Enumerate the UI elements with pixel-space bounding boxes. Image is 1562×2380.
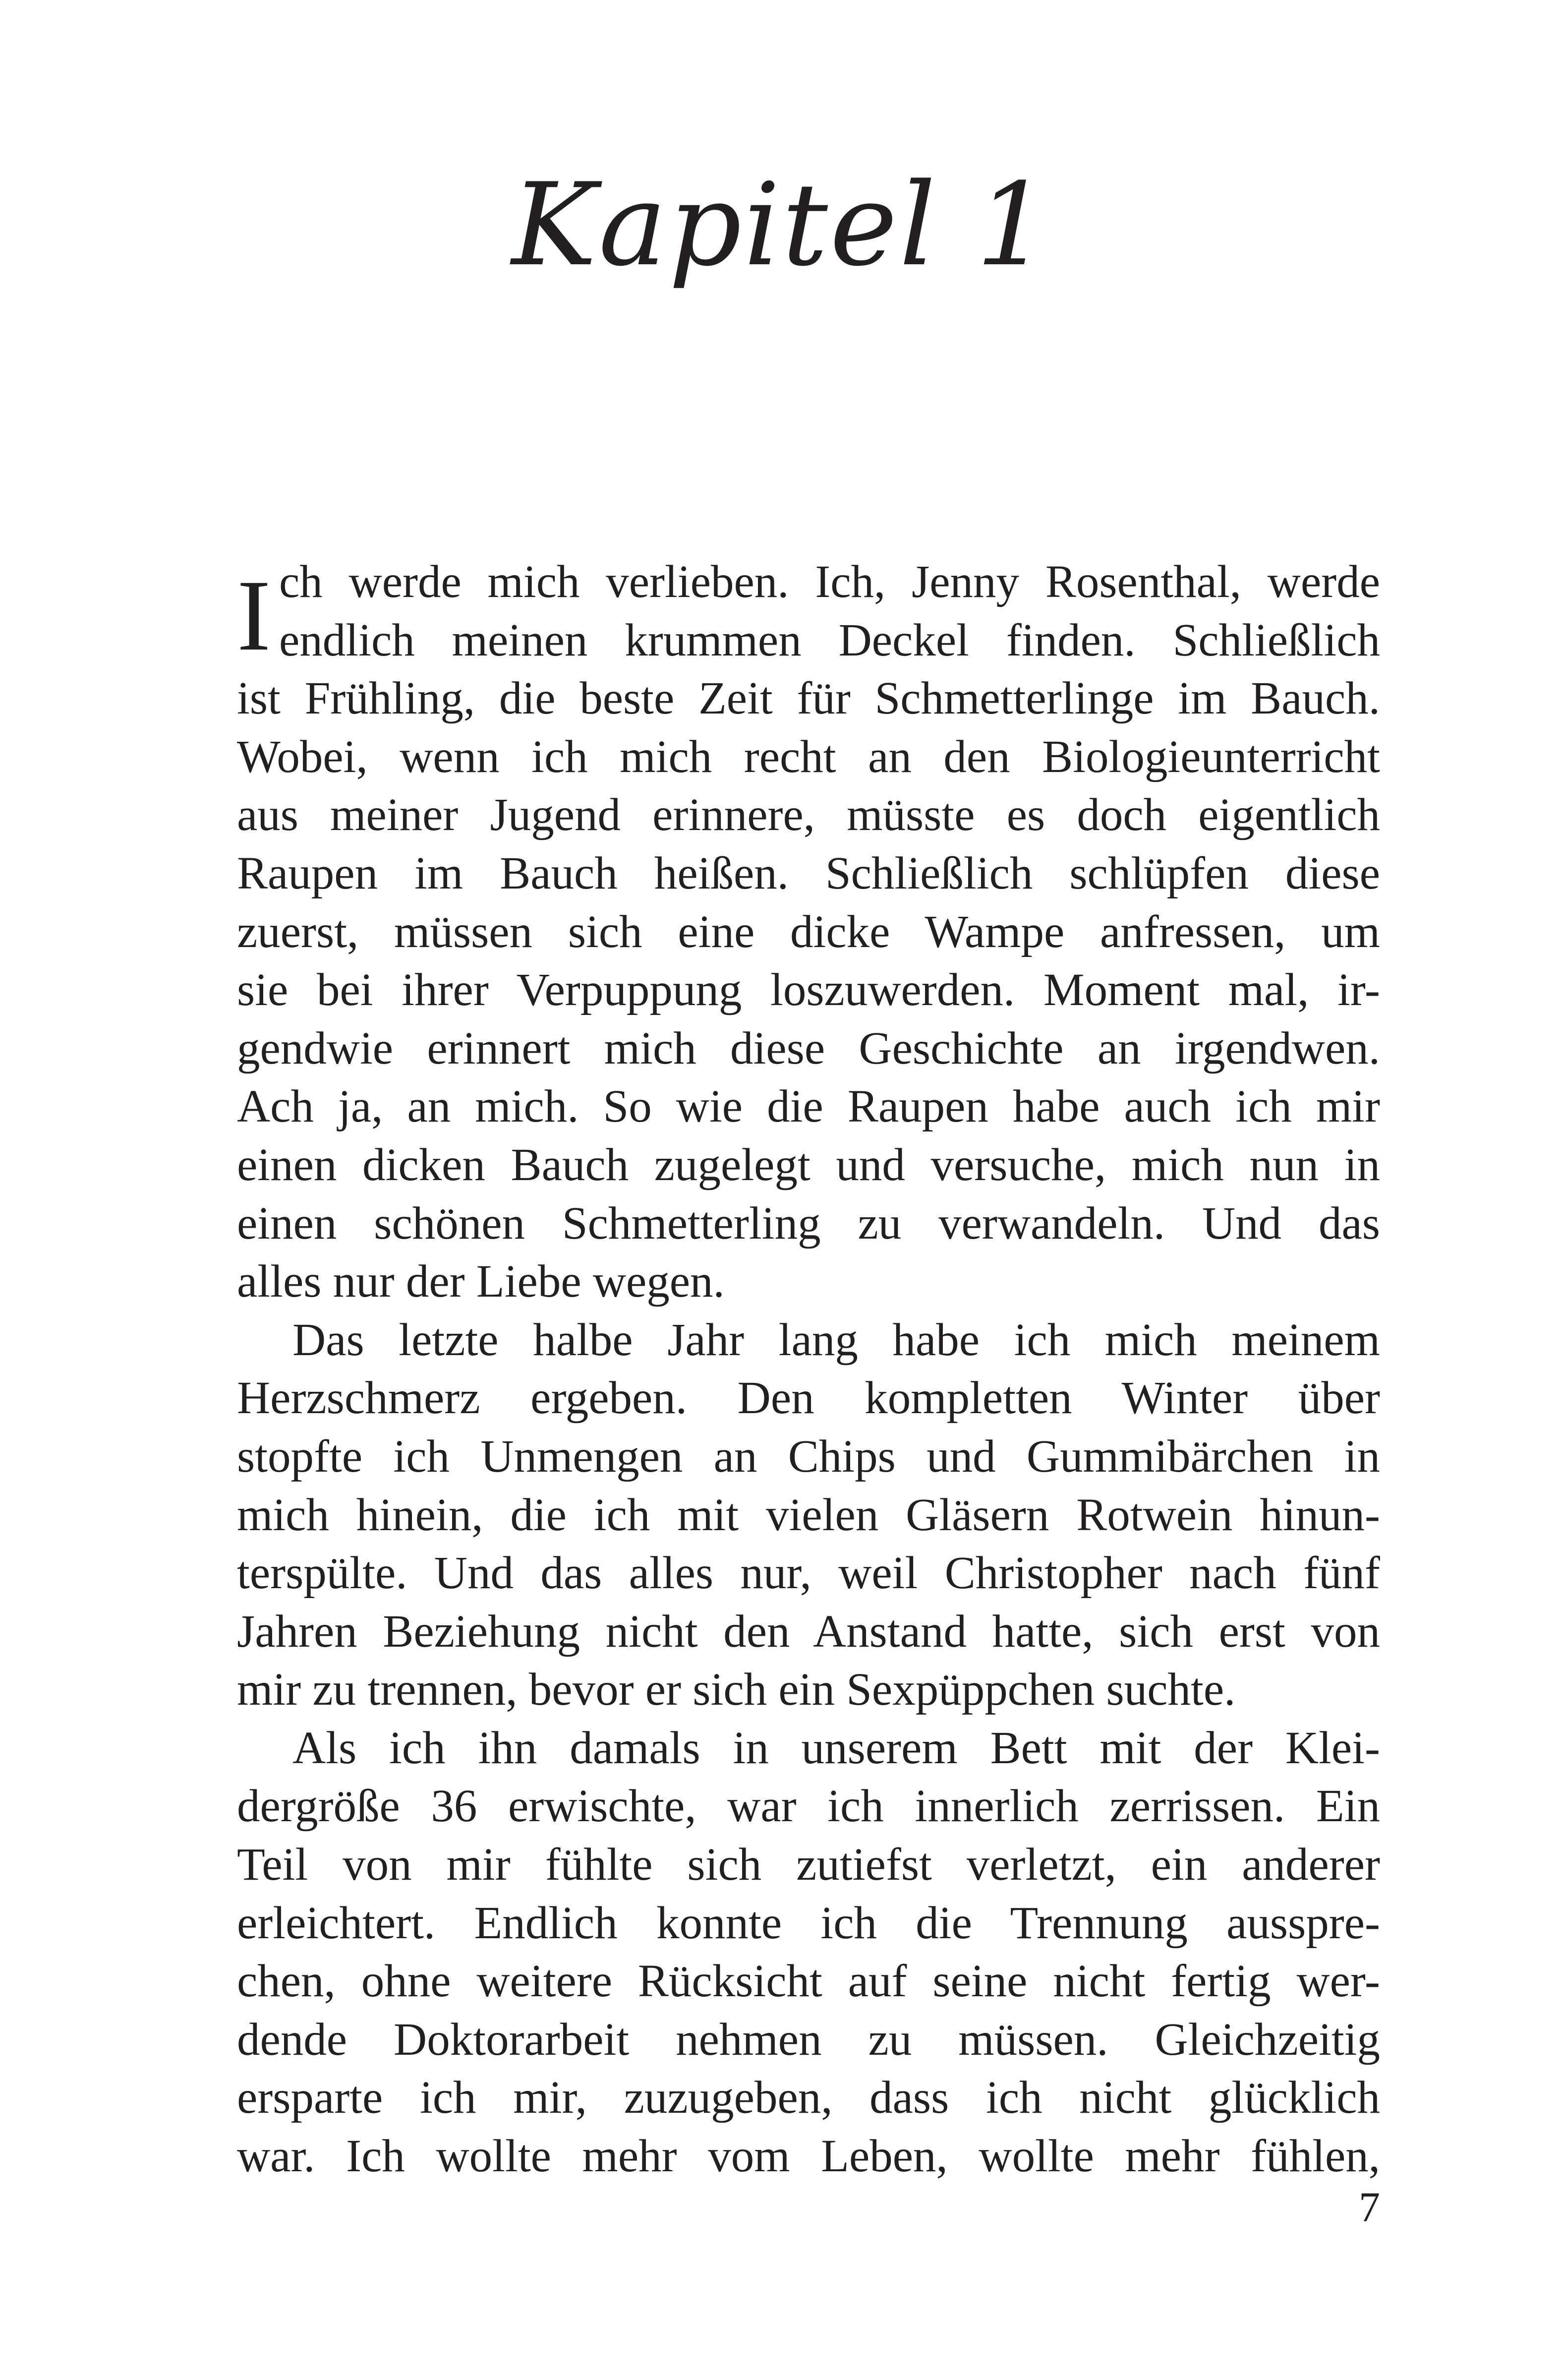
text-line: aus meiner Jugend erinnere, müsste es doch eigentlich [237, 789, 1380, 841]
text-line: Ach ja, an mich. So wie die Raupen habe auch ich mir [237, 1081, 1380, 1132]
text-line: sie bei ihrer Verpuppung loszuwerden. Moment mal, ir- [237, 964, 1380, 1016]
paragraph-1 [237, 553, 1380, 1311]
text-line: ist Frühling, die beste Zeit für Schmetterlinge im Bauch. [237, 673, 1380, 724]
text-line: Herzschmerz ergeben. Den kompletten Winter über [237, 1372, 1380, 1424]
text-line: Jahren Beziehung nicht den Anstand hatte, sich erst von [237, 1606, 1380, 1657]
text-line: mir zu trennen, bevor er sich ein Sexpüppchen suchte. [237, 1664, 1236, 1716]
text-line: ch werde mich verlieben. Ich, Jenny Rosenthal, werde [279, 556, 1380, 607]
text-line: ersparte ich mir, zuzugeben, dass ich nicht glücklich [237, 2072, 1380, 2124]
page-number: 7 [1359, 2183, 1380, 2231]
text-line: terspülte. Und das alles nur, weil Christopher nach fünf [237, 1547, 1380, 1599]
text-line: dende Doktorarbeit nehmen zu müssen. Gleichzeitig [237, 2014, 1380, 2065]
text-line: stopfte ich Unmengen an Chips und Gummibärchen in [237, 1430, 1380, 1482]
text-line: endlich meinen krummen Deckel finden. Schließlich [279, 614, 1380, 666]
text-line: dergröße 36 erwischte, war ich innerlich zerrissen. Ein [237, 1781, 1380, 1832]
paragraph-2 [237, 1311, 1380, 1719]
text-line: zuerst, müssen sich eine dicke Wampe anfressen, um [237, 906, 1380, 957]
chapter-body [237, 553, 1380, 2186]
text-line: chen, ohne weitere Rücksicht auf seine nicht fertig wer- [237, 1956, 1380, 2007]
text-line: Wobei, wenn ich mich recht an den Biologieunterricht [237, 731, 1380, 782]
text-line: mich hinein, die ich mit vielen Gläsern Rotwein hinun- [237, 1489, 1380, 1541]
text-line: alles nur der Liebe wegen. [237, 1256, 725, 1308]
drop-cap: I [237, 559, 271, 672]
text-line: einen dicken Bauch zugelegt und versuche, mich nun in [237, 1139, 1380, 1190]
text-line: Das letzte halbe Jahr lang habe ich mich meinem [292, 1314, 1380, 1366]
text-line: Raupen im Bauch heißen. Schließlich schlüpfen diese [237, 847, 1380, 899]
text-line: Teil von mir fühlte sich zutiefst verletzt, ein anderer [237, 1839, 1380, 1891]
text-line: gendwie erinnert mich diese Geschichte an irgendwen. [237, 1022, 1380, 1074]
text-line: war. Ich wollte mehr vom Leben, wollte mehr fühlen, [237, 2131, 1380, 2182]
text-line: einen schönen Schmetterling zu verwandeln. Und das [237, 1197, 1380, 1249]
text-line: erleichtert. Endlich konnte ich die Trennung ausspre- [237, 1897, 1380, 1949]
chapter-title: Kapitel 1 [511, 159, 1051, 292]
text-line: Als ich ihn damals in unserem Bett mit der Klei- [292, 1722, 1380, 1774]
paragraph-3 [237, 1719, 1380, 2186]
